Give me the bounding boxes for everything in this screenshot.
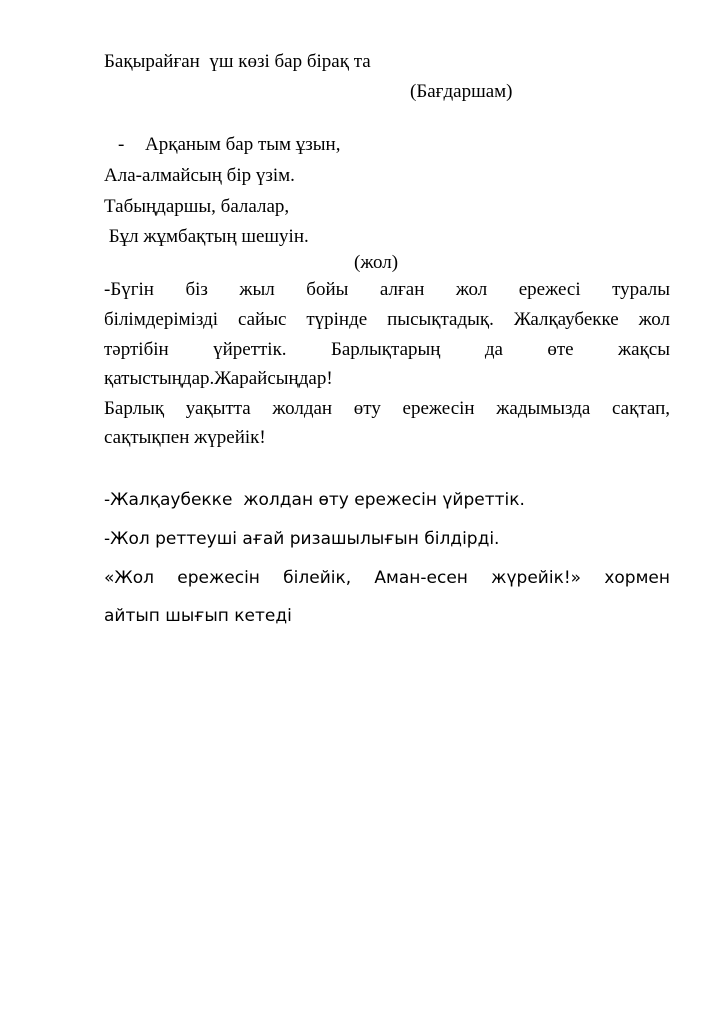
paragraph-1-line-1: -Бүгін біз жыл бойы алған жол ережесі туралы: [104, 279, 670, 300]
riddle-2-line-1: Арқаным бар тым ұзын,: [145, 134, 341, 155]
riddle-1-answer: (Бағдаршам): [410, 81, 513, 102]
paragraph-2-line-2: сақтықпен жүрейік!: [104, 427, 266, 448]
paragraph-1-line-4: қатыстыңдар.Жарайсыңдар!: [104, 368, 333, 389]
statement-1: -Жалқаубекке жолдан өту ережесін үйреттік.: [104, 490, 525, 510]
riddle-2-line-3: Табыңдаршы, балалар,: [104, 196, 290, 217]
riddle-2-line-2: Ала-алмайсың бір үзім.: [104, 165, 295, 186]
statement-2: -Жол реттеуші ағай ризашылығын білдірді.: [104, 529, 500, 549]
closing-line-1: «Жол ережесін білейік, Аман-есен жүрейік!» хормен: [104, 568, 670, 588]
riddle-2-dash: -: [118, 134, 125, 155]
riddle-1-line: Бақырайған үш көзі бар бірақ та: [104, 51, 371, 72]
paragraph-2-line-1: Барлық уақытта жолдан өту ережесін жадымызда сақтап,: [104, 398, 670, 419]
paragraph-1-line-3: тәртібін үйреттік. Барлықтарың да өте жақсы: [104, 339, 670, 360]
paragraph-1-line-2: білімдерімізді сайыс түрінде пысықтадық. Жалқаубекке жол: [104, 309, 670, 330]
closing-line-2: айтып шығып кетеді: [104, 606, 292, 626]
riddle-2-answer: (жол): [354, 252, 399, 273]
riddle-2-line-4: Бұл жұмбақтың шешуін.: [104, 226, 309, 247]
